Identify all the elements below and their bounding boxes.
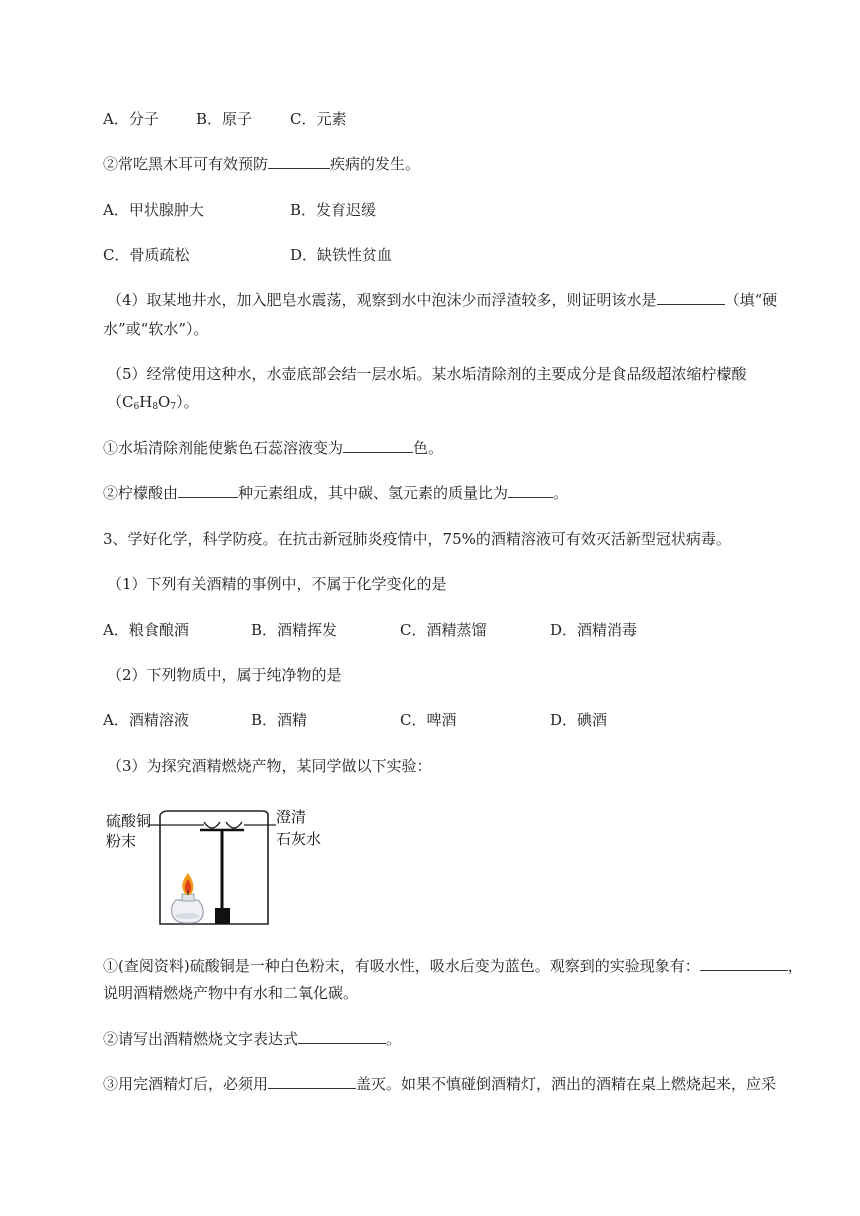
- option-b: B．酒精: [251, 711, 308, 729]
- answer-blank[interactable]: [178, 482, 238, 498]
- answer-blank[interactable]: [508, 482, 553, 498]
- answer-blank[interactable]: [700, 955, 788, 971]
- question-3-1-stem: （1）下列有关酒精的事例中，不属于化学变化的是: [107, 575, 447, 593]
- apparatus-drawing: [104, 806, 344, 928]
- option-b: B．发育迟缓: [290, 201, 377, 219]
- answer-blank[interactable]: [343, 437, 413, 453]
- option-d: D．酒精消毒: [550, 621, 638, 639]
- question-black-fungus: ②常吃黑木耳可有效预防 疾病的发生。: [103, 155, 421, 173]
- limewater-label-2: 石灰水: [276, 830, 322, 848]
- answer-blank[interactable]: [298, 1028, 386, 1044]
- answer-blank[interactable]: [657, 289, 725, 305]
- option-a: A．甲状腺肿大: [103, 201, 204, 219]
- copper-sulfate-label-2: 粉末: [106, 832, 137, 850]
- answer-blank[interactable]: [268, 1073, 356, 1089]
- limewater-label: 澄清: [276, 808, 307, 826]
- question-5-line1: （5）经常使用这种水，水壶底部会结一层水垢。某水垢清除剂的主要成分是食品级超浓缩柠檬酸: [107, 365, 747, 383]
- question-citric-elements: ②柠檬酸由 种元素组成，其中碳、氢元素的质量比为 。: [103, 484, 569, 502]
- question-3-3-stem: （3）为探究酒精燃烧产物，某同学做以下实验：: [107, 757, 432, 775]
- option-c-element: C．元素: [290, 110, 347, 128]
- question-3-3-2: ②请写出酒精燃烧文字表达式 。: [103, 1030, 402, 1048]
- option-b: B．酒精挥发: [251, 621, 338, 639]
- option-a: A．粮食酿酒: [103, 621, 189, 639]
- question-4-line2: 水”或“软水”）。: [103, 320, 209, 338]
- question-litmus: ①水垢清除剂能使紫色石蕊溶液变为 色。: [103, 439, 444, 457]
- question-4-well-water: （4）取某地井水，加入肥皂水震荡，观察到水中泡沫少而浮渣较多，则证明该水是 （填“硬: [107, 291, 778, 309]
- option-a-molecule: A．分子: [103, 110, 159, 128]
- question-3-2-stem: （2）下列物质中，属于纯净物的是: [107, 666, 342, 684]
- citric-acid-formula: $(C_6H_8O_7)$。: [107, 393, 199, 412]
- answer-blank[interactable]: [268, 153, 330, 169]
- question-3-title: 3、学好化学，科学防疫。在抗击新冠肺炎疫情中，75%的酒精溶液可有效灭活新型冠状病毒。: [103, 530, 731, 548]
- copper-sulfate-label: 硫酸铜: [106, 812, 152, 830]
- option-c: C．酒精蒸馏: [400, 621, 487, 639]
- question-3-3-3: ③用完酒精灯后，必须用 盖灭。如果不慎碰倒酒精灯，洒出的酒精在桌上燃烧起来，应采: [103, 1075, 777, 1093]
- question-3-3-1-line2: 说明酒精燃烧产物中有水和二氧化碳。: [103, 984, 359, 1002]
- alcohol-combustion-apparatus-figure: [104, 806, 344, 928]
- option-a: A．酒精溶液: [103, 711, 189, 729]
- option-d: D．缺铁性贫血: [290, 246, 393, 264]
- option-c: C．啤酒: [400, 711, 457, 729]
- option-b-atom: B．原子: [196, 110, 253, 128]
- option-c: C．骨质疏松: [103, 246, 190, 264]
- option-d: D．碘酒: [550, 711, 608, 729]
- question-3-3-1: ①(查阅资料)硫酸铜是一种白色粉末，有吸水性，吸水后变为蓝色。观察到的实验现象有： ，: [103, 957, 803, 975]
